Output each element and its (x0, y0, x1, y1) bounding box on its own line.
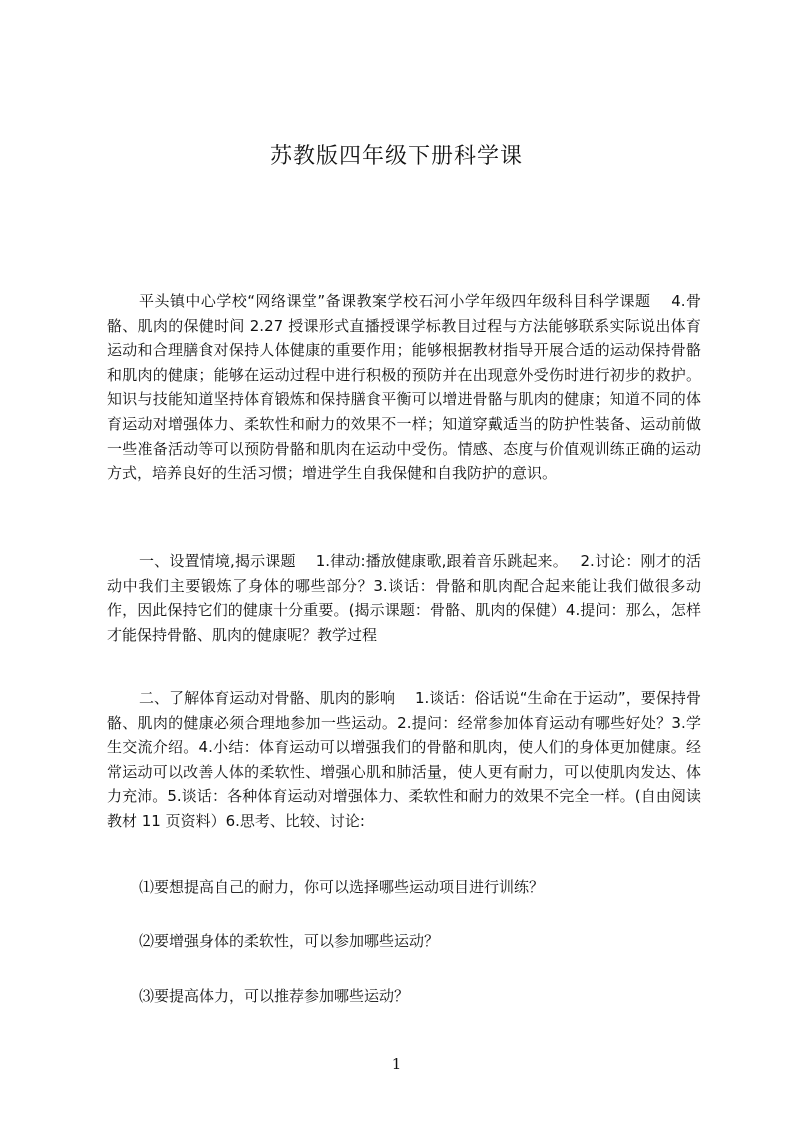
paragraph-objectives: 平头镇中心学校“网络课堂”备课教案学校石河小学年级四年级科目科学课题 4.骨骼、肌肉的保健时间 2.27 授课形式直播授课学标教目过程与方法能够联系实际说出体育运动和合理膳食对保持人体健康的重要作用；能够根据教材指导开展合适的运动保持骨骼和肌肉的健康；能够在运动过程中进行积极的预防并在出现意外受伤时进行初步的救护。知识与技能知道坚持体育锻炼和保持膳食平衡可以增进骨骼与肌肉的健康；知道不同的体育运动对增强体力、柔软性和耐力的效果不一样；知道穿戴适当的防护性装备、运动前做一些准备活动等可以预防骨骼和肌肉在运动中受伤。情感、态度与价值观训练正确的运动方式，培养良好的生活习惯；增进学生自我保健和自我防护的意识。 (107, 292, 701, 483)
document-title: 苏教版四年级下册科学课 (269, 144, 523, 169)
question-endurance: ⑴要想提高自己的耐力，你可以选择哪些运动项目进行训练？ (139, 878, 545, 896)
paragraph-section-two: 二、了解体育运动对骨骼、肌肉的影响 1.谈话：俗话说“生命在于运动”，要保持骨骼、肌肉的健康必须合理地参加一些运动。2.提问：经常参加体育运动有哪些好处？3.学生交流介绍。4.小结：体育运动可以增强我们的骨骼和肌肉，使人们的身体更加健康。经常运动可以改善人体的柔软性、增强心肌和肺活量，使人更有耐力，可以使肌肉发达、体力充沛。5.谈话：各种体育运动对增强体力、柔软性和耐力的效果不完全一样。(自由阅读教材 11 页资料）6.思考、比较、讨论: (107, 689, 701, 830)
paragraph-section-one: 一、设置情境,揭示课题 1.律动:播放健康歌,跟着音乐跳起来。 2.讨论：刚才的活动中我们主要锻炼了身体的哪些部分？3.谈话：骨骼和肌肉配合起来能让我们做很多动作，因此保持它们的健康十分重要。(揭示课题：骨骼、肌肉的保健）4.提问：那么，怎样才能保持骨骼、肌肉的健康呢？教学过程 (107, 552, 701, 644)
page-number: 1 (391, 1055, 402, 1073)
question-strength: ⑶要提高体力，可以推荐参加哪些运动？ (139, 987, 410, 1005)
question-flexibility: ⑵要增强身体的柔软性，可以参加哪些运动？ (139, 932, 440, 950)
